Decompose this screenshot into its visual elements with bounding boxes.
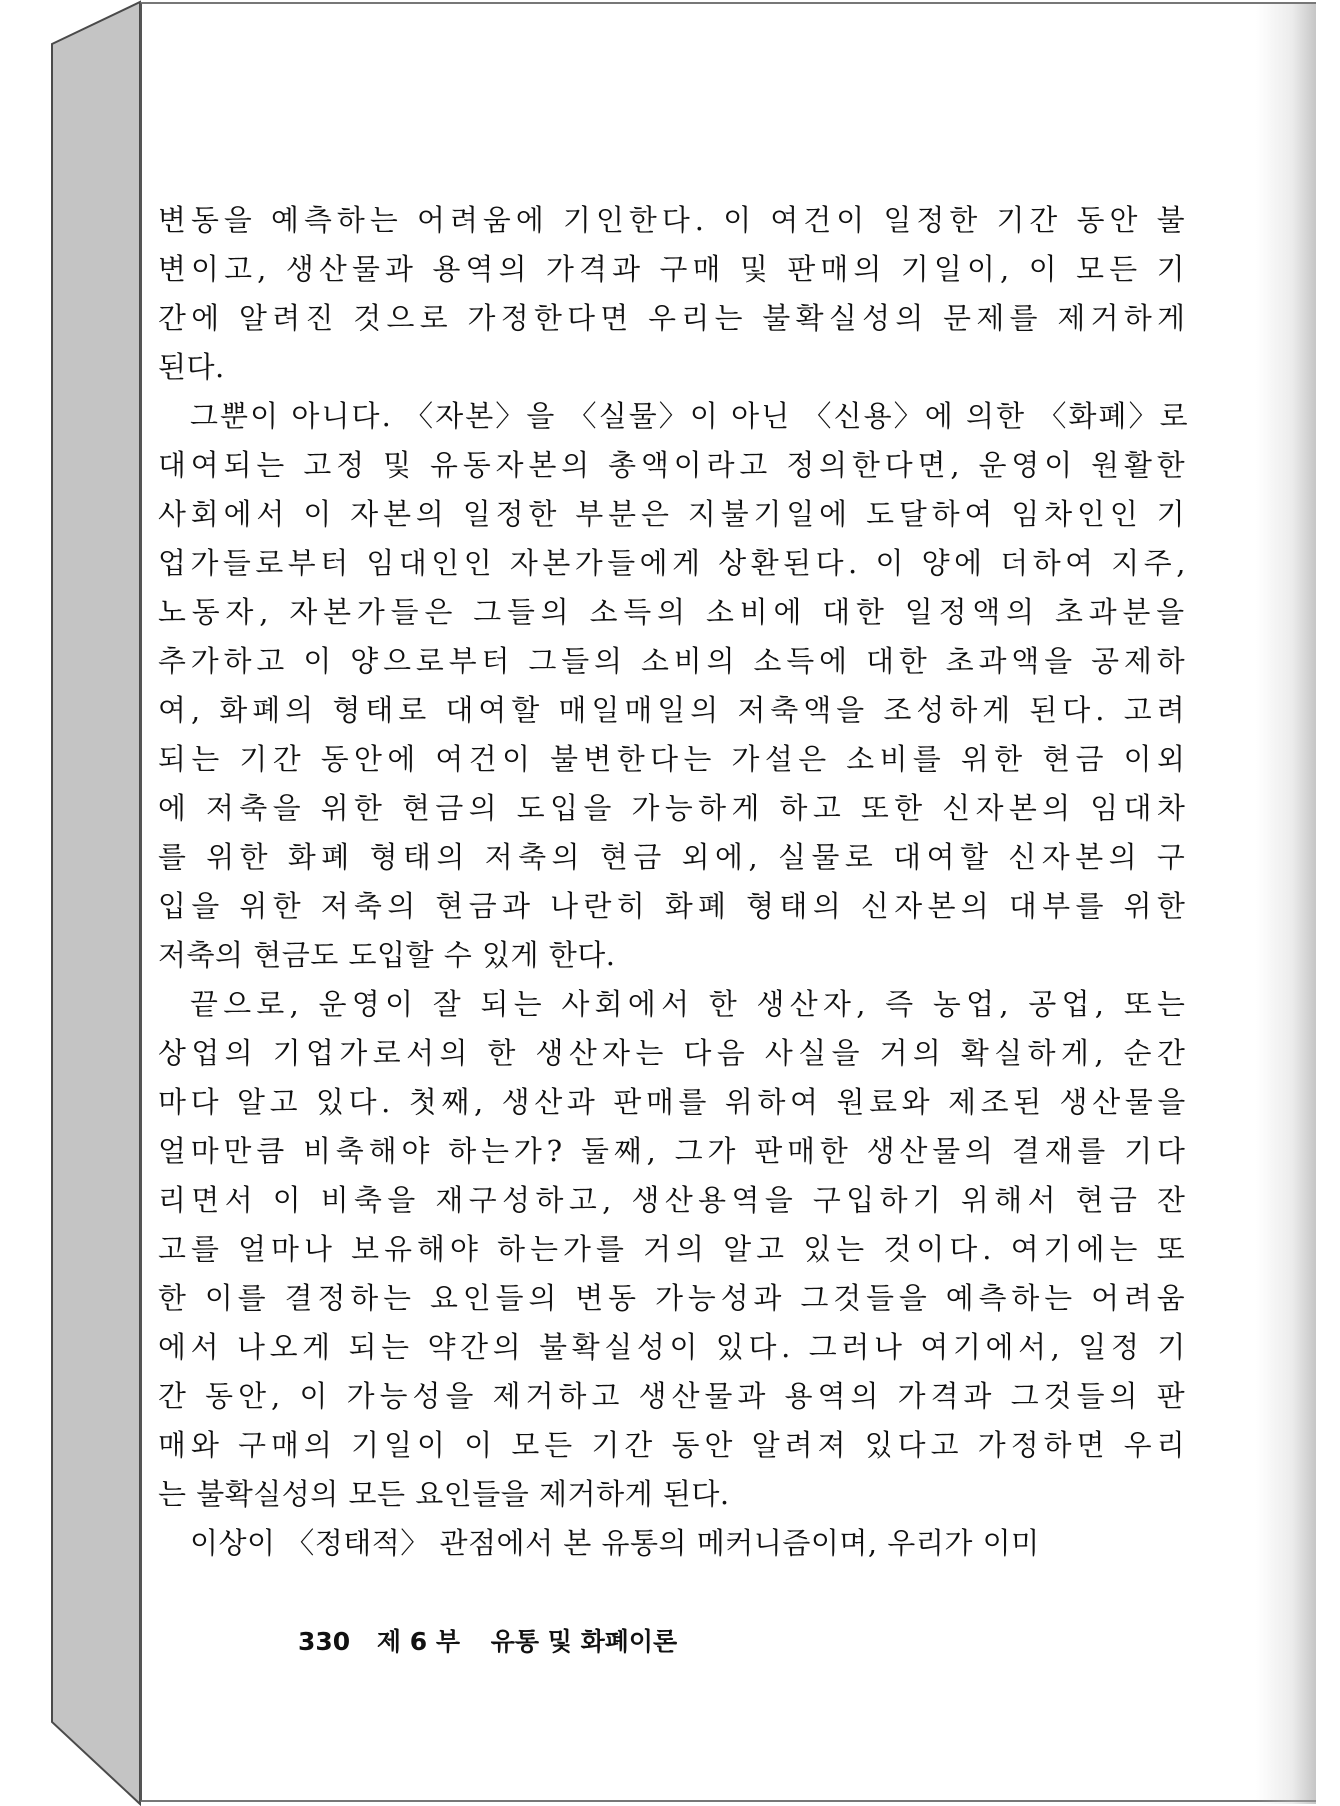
text-line: 대여되는 고정 및 유동자본의 총액이라고 정의한다면, 운영이 원활한 [158,448,1190,482]
paragraph [158,980,1190,1519]
text-line: 저축의 현금도 도입할 수 있게 한다. [158,938,616,972]
text-line: 상업의 기업가로서의 한 생산자는 다음 사실을 거의 확실하게, 순간 [158,1036,1191,1070]
text-line: 에서 나오게 되는 약간의 불확실성이 있다. 그러나 여기에서, 일정 기 [158,1330,1190,1364]
paragraph [158,196,1190,392]
text-line: 마다 알고 있다. 첫째, 생산과 판매를 위하여 원료와 제조된 생산물을 [158,1085,1190,1119]
text-line: 업가들로부터 임대인인 자본가들에게 상환된다. 이 양에 더하여 지주, [158,546,1190,580]
text-line: 되는 기간 동안에 여건이 불변한다는 가설은 소비를 위한 현금 이외 [158,742,1191,776]
text-line: 고를 얼마나 보유해야 하는가를 거의 알고 있는 것이다. 여기에는 또 [158,1232,1190,1266]
text-line: 를 위한 화폐 형태의 저축의 현금 외에, 실물로 대여할 신자본의 구 [158,840,1191,874]
paragraph [158,1519,1190,1568]
text-line: 변동을 예측하는 어려움에 기인한다. 이 여건이 일정한 기간 동안 불 [158,203,1190,237]
text-line: 입을 위한 저축의 현금과 나란히 화폐 형태의 신자본의 대부를 위한 [158,889,1191,923]
text-line: 여, 화폐의 형태로 대여할 매일매일의 저축액을 조성하게 된다. 고려 [158,693,1190,727]
text-line: 는 불확실성의 모든 요인들을 제거하게 된다. [158,1477,730,1511]
text-line: 한 이를 결정하는 요인들의 변동 가능성과 그것들을 예측하는 어려움 [158,1281,1190,1315]
text-line: 추가하고 이 양으로부터 그들의 소비의 소득에 대한 초과액을 공제하 [158,644,1190,678]
section-title: 유통 및 화폐이론 [490,1627,678,1656]
page-edge-shadow [1256,4,1316,1804]
text-line: 간에 알려진 것으로 가정한다면 우리는 불확실성의 문제를 제거하게 [158,301,1191,335]
text-line: 된다. [158,350,225,384]
text-line: 변이고, 생산물과 용역의 가격과 구매 및 판매의 기일이, 이 모든 기 [158,252,1190,286]
text-line: 그뿐이 아니다. 〈자본〉을 〈실물〉이 아닌 〈신용〉에 의한 〈화폐〉로 [190,399,1190,433]
text-line: 노동자, 자본가들은 그들의 소득의 소비에 대한 일정액의 초과분을 [158,595,1191,629]
text-line: 리면서 이 비축을 재구성하고, 생산용역을 구입하기 위해서 현금 잔 [158,1183,1191,1217]
text-line: 간 동안, 이 가능성을 제거하고 생산물과 용역의 가격과 그것들의 판 [158,1379,1190,1413]
text-line: 얼마만큼 비축해야 하는가? 둘째, 그가 판매한 생산물의 결재를 기다 [158,1134,1190,1168]
paragraph [158,392,1190,980]
text-line: 끝으로, 운영이 잘 되는 사회에서 한 생산자, 즉 농업, 공업, 또는 [190,987,1191,1021]
body-text [158,196,1190,1568]
page-footer [298,1622,677,1658]
text-line: 매와 구매의 기일이 이 모든 기간 동안 알려져 있다고 가정하면 우리 [158,1428,1190,1462]
part-label: 제 6 부 [376,1627,461,1656]
text-line: 에 저축을 위한 현금의 도입을 가능하게 하고 또한 신자본의 임대차 [158,791,1191,825]
text-line: 사회에서 이 자본의 일정한 부분은 지불기일에 도달하여 임차인인 기 [158,497,1190,531]
page-number: 330 [298,1627,351,1656]
text-line: 이상이 〈정태적〉 관점에서 본 유통의 메커니즘이며, 우리가 이미 [190,1526,1040,1560]
